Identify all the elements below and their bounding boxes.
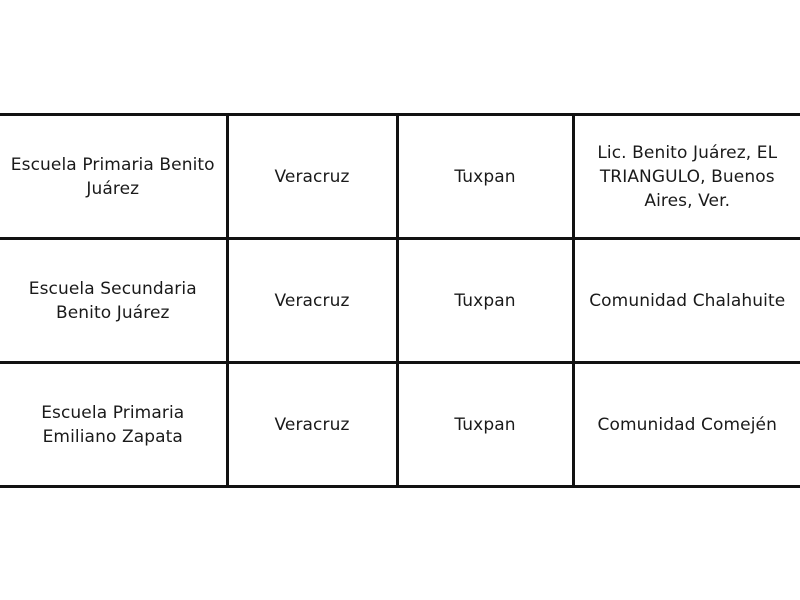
table-row: [0, 363, 800, 487]
schools-table: [0, 113, 800, 488]
state-cell: Veracruz: [227, 239, 397, 363]
location-cell: Lic. Benito Juárez, EL TRIANGULO, Buenos Aires, Ver.: [573, 115, 800, 239]
municipality-cell: Tuxpan: [397, 363, 573, 487]
school-name-cell: Escuela Primaria Benito Juárez: [0, 115, 227, 239]
municipality-cell: Tuxpan: [397, 115, 573, 239]
state-cell: Veracruz: [227, 363, 397, 487]
municipality-cell: Tuxpan: [397, 239, 573, 363]
location-cell: Comunidad Chalahuite: [573, 239, 800, 363]
school-name-cell: Escuela Primaria Emiliano Zapata: [0, 363, 227, 487]
table-row: [0, 239, 800, 363]
location-cell: Comunidad Comején: [573, 363, 800, 487]
table-row: [0, 115, 800, 239]
state-cell: Veracruz: [227, 115, 397, 239]
school-name-cell: Escuela Secundaria Benito Juárez: [0, 239, 227, 363]
